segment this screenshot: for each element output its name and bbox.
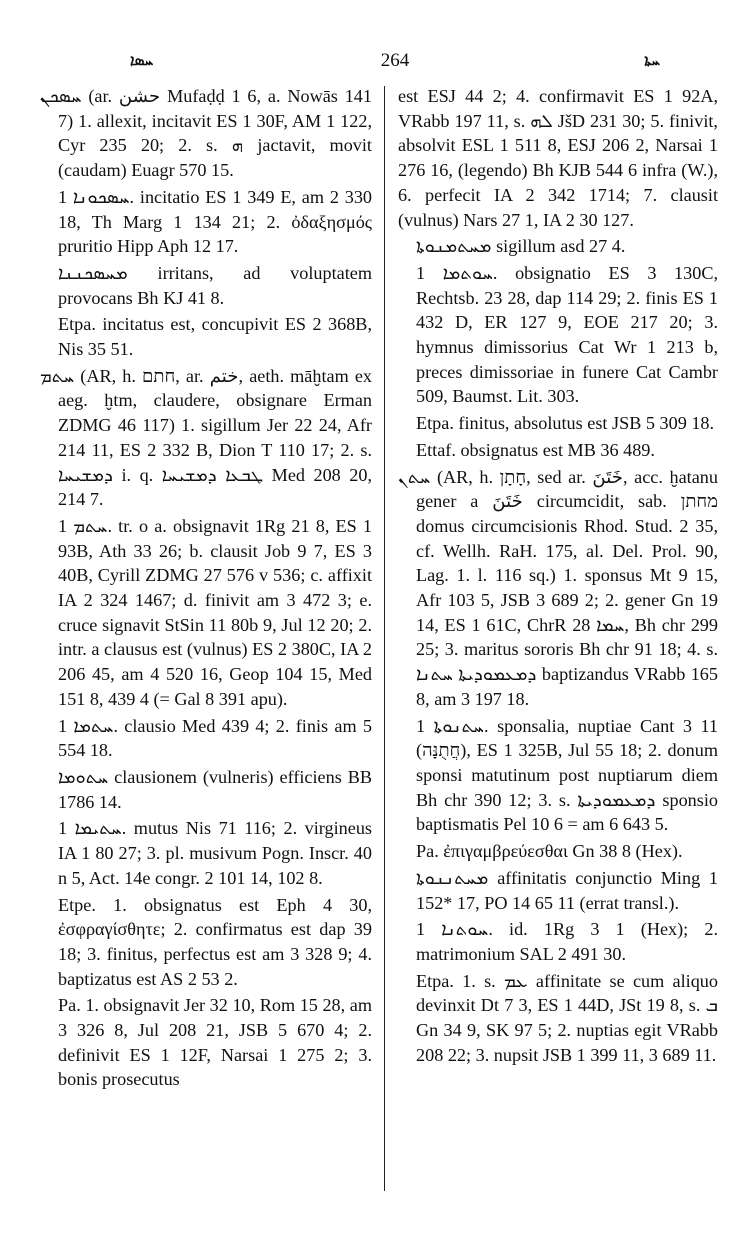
dictionary-entry: Pa. 1. obsignavit Jer 32 10, Rom 15 28, am 3 326 8, Jul 208 21, JSB 5 670 4; 2. definivit ES 1 12F, Narsai 1 275 2; 3. bonis prosecutus [58, 995, 372, 1090]
page-header [130, 44, 660, 74]
dictionary-entry: ܚܣܟܘܢܐ 1. incitatio ES 1 349 E, am 2 330 18, Th Marg 1 134 21; 2. ὀδαξησμός pruritio Hipp Aph 12 17. [58, 186, 373, 257]
dictionary-entry: Etpe. 1. obsignatus est Eph 4 30, ἐσφραγίσθητε; 2. confirmatus est dap 39 18; 3. finitus, perfectus est am 3 328 9; 4. baptizatus est AS 2 53 2. [58, 894, 372, 989]
dictionary-entry: ܡܚܣܟܢܢܐ irritans, ad voluptatem provocans Bh KJ 41 8. [58, 262, 372, 308]
left-column [40, 84, 372, 1094]
dictionary-entry: ܚܬܡ (AR, h. חתם, ar. ختم, aeth. māḫtam ex aeg. ḫtm, claudere, obsignare Erman ZDMG 46 117) 1. sigillum Jer 22 24, Afr 214 11, ES 2 332 B, Dion T 110 17; 2. s. ܕܡܫܝܚܐ i. q. ܛܒܥܐ ܕܡܫܝܚܐ Med 208 20, 214 7. [40, 365, 373, 510]
dictionary-entry: ܡܚܬܢܢܘܬܐ affinitatis conjunctio Ming 1 152* 17, PO 14 65 11 (errat transl.). [416, 867, 718, 913]
dictionary-entry: ܚܣܟܢ (ar. حشن Mufaḍḍ 1 6, a. Nowās 141 7) 1. allexit, incitavit ES 1 30F, AM 1 122, Cyr 235 20; 2. s. ܗ jactavit, movit (caudam) Euagr 570 15. [40, 86, 372, 181]
dictionary-entry: Etpa. 1. s. ܥܡ affinitate se cum aliquo devinxit Dt 7 3, ES 1 44D, JSt 19 8, s. ܒ Gn 34 9, SK 97 5; 2. nuptias egit VRabb 208 22; 3. nupsit JSB 1 399 11, 3 689 11. [416, 970, 718, 1065]
dictionary-entry: Etpa. incitatus est, concupivit ES 2 368B, Nis 35 51. [58, 314, 372, 360]
dictionary-entry: ܚܘܬܢܐ 1. id. 1Rg 3 1 (Hex); 2. matrimonium SAL 2 491 30. [416, 919, 719, 964]
column-divider [384, 86, 385, 1191]
dictionary-entry: ܚܬܡ 1. tr. o a. obsignavit 1Rg 21 8, ES 1 93B, Ath 33 26; b. clausit Job 9 7, ES 3 40B, Cyrill ZDMG 27 576 v 536; c. affixit IA 2 324 1467; d. finivit am 3 472 3; e. cruce signavit StSin 11 80b 9, Jul 12 20; 2. intr. a clausus est (vulnus) ES 2 380C, IA 2 206 45, am 4 520 16, Geop 104 15, Med 151 8, 439 4 (= Gal 8 391 apu). [58, 515, 373, 709]
dictionary-entry: est ESJ 44 2; 4. confirmavit ES 1 92A, VRabb 197 11, s. ܠܗ JšD 231 30; 5. finivit, absolvit ESL 1 511 8, ESJ 206 2, Narsai 1 276 16, (legendo) Bh KJB 544 6 infra (W.), 6. perfecit IA 2 342 1714; 7. clausit (vulnus) Nars 27 1, IA 2 30 127. [398, 86, 718, 230]
dictionary-entry: ܚܬܝܡܐ 1. mutus Nis 71 116; 2. virgineus IA 1 80 27; 3. pl. musivum Pogn. Inscr. 40 n 5, Act. 14e congr. 2 101 14, 102 8. [58, 818, 373, 888]
dictionary-entry: Etpa. finitus, absolutus est JSB 5 309 18. [416, 413, 715, 434]
dictionary-entry: Pa. ἐπιγαμβρεύεσθαι Gn 38 8 (Hex). [416, 841, 683, 862]
right-column [398, 84, 718, 1069]
dictionary-entry: ܚܘܬܡܐ 1. obsignatio ES 3 130C, Rechtsb. 23 28, dap 114 29; 2. finis ES 1 432 D, ER 127 9, EOE 217 20; 3. hymnus dimissorius Cat Wr 1 213 b, preces dimissoriae in funere Cat Cambr 509, Baumst. Lit. 303. [416, 262, 718, 407]
running-head-left: ܚܣܐ [130, 53, 154, 69]
running-head-right: ܚܬܐ [644, 53, 660, 69]
dictionary-entry: ܚܬܡܐ 1. clausio Med 439 4; 2. finis am 5 554 18. [58, 715, 372, 761]
dictionary-entry: ܚܬܢ (AR, h. חָתָן, sed ar. خَتَنَ, acc. ḫatanu gener a خَتَنَ circumcidit, sab. מחתן domus circumcisionis Rhod. Stud. 2 35, cf. Wellh. RaH. 175, al. Del. Prol. 90, Lag. 1. l. 116 sq.) 1. sponsus Mt 9 15, Afr 103 5, JSB 3 689 2; 2. gener Gn 19 14, ES 1 61C, ChrR ܚܡܐ 28, Bh chr 299 25; 3. maritus sororis Bh chr 91 18; 4. s. ܕܡܥܡܘܕܝܬܐ ܚܬܢܐ baptizandus VRabb 165 8, am 3 197 18. [398, 466, 718, 709]
dictionary-entry: Ettaf. obsignatus est MB 36 489. [416, 439, 655, 460]
dictionary-entry: ܡܚܬܡܢܘܬܐ sigillum asd 27 4. [416, 236, 626, 257]
dictionary-entry: ܚܬܘܡܐ clausionem (vulneris) efficiens BB 1786 14. [58, 766, 372, 812]
page-number: 264 [380, 50, 410, 71]
dictionary-entry: ܚܬܢܘܬܐ 1. sponsalia, nuptiae Cant 3 11 (חֲתֻנָּה), ES 1 325B, Jul 55 18; 2. donum sponsi matutinum post nuptiarum diem Bh chr 390 12; 3. s. ܕܡܥܡܘܕܝܬܐ sponsio baptismatis Pel 10 6 = am 6 643 5. [416, 715, 718, 835]
